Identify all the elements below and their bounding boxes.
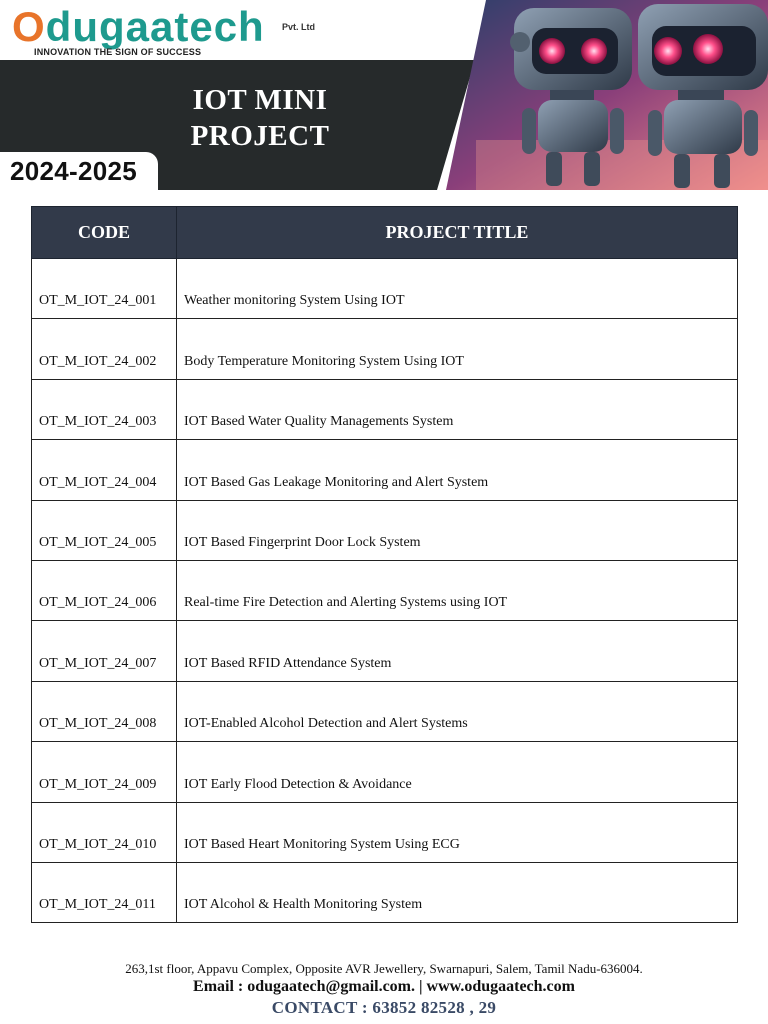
table-header-row: [32, 207, 738, 259]
logo-suffix: Pvt. Ltd: [282, 22, 315, 32]
project-table-container: [31, 206, 737, 923]
column-header-project-title: PROJECT TITLE: [177, 207, 738, 259]
project-code: OT_M_IOT_24_008: [32, 681, 177, 741]
project-title: Real-time Fire Detection and Alerting Systems using IOT: [177, 560, 738, 620]
project-title: Weather monitoring System Using IOT: [177, 259, 738, 319]
logo-tagline: INNOVATION THE SIGN OF SUCCESS: [34, 47, 202, 57]
project-table: [31, 206, 738, 923]
project-code: OT_M_IOT_24_011: [32, 862, 177, 922]
company-logo: [12, 3, 315, 57]
title-line-2: PROJECT: [190, 120, 330, 152]
page-footer: [0, 960, 768, 1018]
table-row: [32, 259, 738, 319]
table-row: [32, 862, 738, 922]
project-title: IOT Alcohol & Health Monitoring System: [177, 862, 738, 922]
academic-year: 2024-2025: [10, 156, 138, 186]
robot-pair-illustration: [446, 0, 768, 190]
contact-number-line: CONTACT : 63852 82528 , 29: [271, 998, 497, 1017]
project-title: IOT Based RFID Attendance System: [177, 621, 738, 681]
project-title: IOT Based Fingerprint Door Lock System: [177, 500, 738, 560]
table-row: [32, 500, 738, 560]
table-body: [32, 259, 738, 923]
table-row: [32, 379, 738, 439]
logo-rest: dugaatech: [45, 3, 265, 50]
table-row: [32, 440, 738, 500]
project-code: OT_M_IOT_24_002: [32, 319, 177, 379]
logo-first-letter: O: [12, 3, 46, 50]
project-title: Body Temperature Monitoring System Using IOT: [177, 319, 738, 379]
table-row: [32, 681, 738, 741]
email-website-line: Email : odugaatech@gmail.com. | www.odugaatech.com: [193, 978, 575, 995]
page-header: [0, 0, 768, 190]
project-code: OT_M_IOT_24_006: [32, 560, 177, 620]
project-title: IOT-Enabled Alcohol Detection and Alert Systems: [177, 681, 738, 741]
project-code: OT_M_IOT_24_003: [32, 379, 177, 439]
project-title: IOT Early Flood Detection & Avoidance: [177, 742, 738, 802]
logo-wordmark: [12, 4, 265, 50]
table-row: [32, 802, 738, 862]
project-code: OT_M_IOT_24_005: [32, 500, 177, 560]
table-row: [32, 742, 738, 802]
table-row: [32, 560, 738, 620]
project-title: IOT Based Gas Leakage Monitoring and Alert System: [177, 440, 738, 500]
project-title: IOT Based Heart Monitoring System Using ECG: [177, 802, 738, 862]
company-address: 263,1st floor, Appavu Complex, Opposite AVR Jewellery, Swarnapuri, Salem, Tamil Nadu-636004.: [125, 961, 643, 976]
project-code: OT_M_IOT_24_004: [32, 440, 177, 500]
table-row: [32, 319, 738, 379]
project-title: IOT Based Water Quality Managements System: [177, 379, 738, 439]
title-line-1: IOT MINI: [192, 84, 328, 116]
column-header-code: CODE: [32, 207, 177, 259]
project-code: OT_M_IOT_24_001: [32, 259, 177, 319]
page-title: [150, 82, 370, 154]
project-code: OT_M_IOT_24_007: [32, 621, 177, 681]
project-code: OT_M_IOT_24_009: [32, 742, 177, 802]
logo-bar: [0, 0, 470, 60]
table-row: [32, 621, 738, 681]
project-code: OT_M_IOT_24_010: [32, 802, 177, 862]
